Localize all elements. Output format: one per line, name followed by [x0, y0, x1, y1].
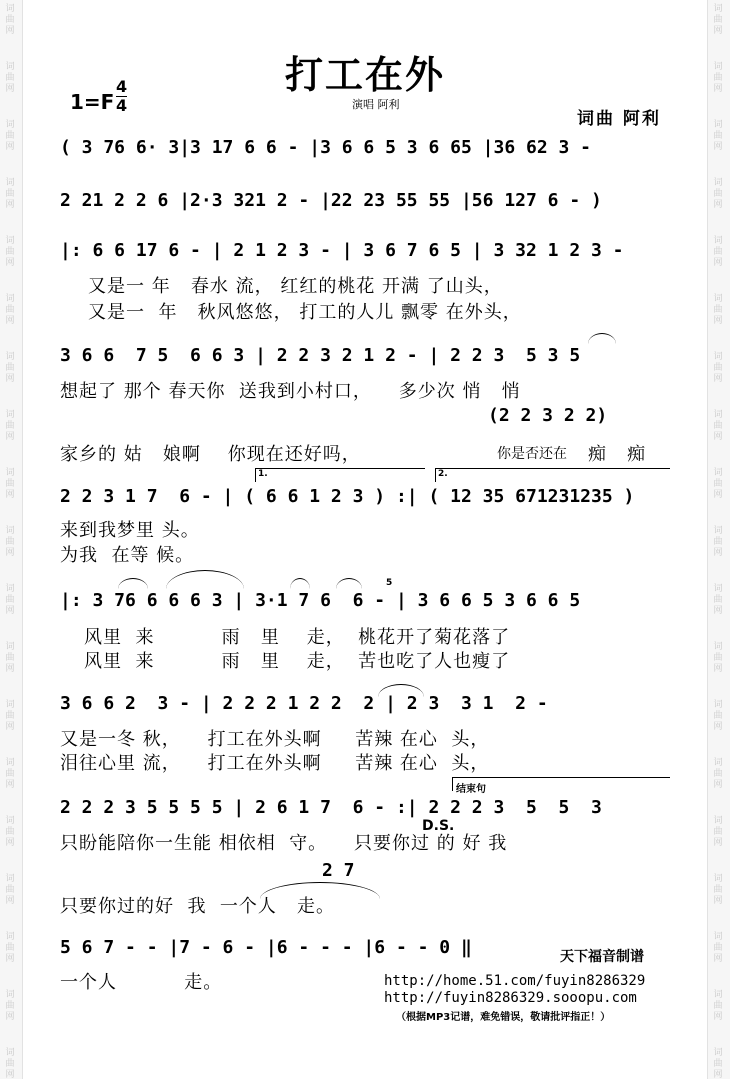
watermark-strip-right — [707, 0, 730, 1079]
notation-line-5: (2 2 3 2 2) — [488, 405, 608, 426]
notation-line-3: |: 6 6 17 6 - | 2 1 2 3 - | 3 6 7 6 5 | 3 32 1 2 3 - — [60, 240, 624, 261]
volta-label-2: 2. — [438, 469, 448, 479]
watermark-glyph: 词 — [713, 526, 723, 536]
watermark-glyph: 网 — [5, 954, 15, 964]
watermark-glyph: 词 — [5, 700, 15, 710]
watermark-glyph: 词 — [5, 468, 15, 478]
watermark-glyph: 网 — [5, 432, 15, 442]
watermark-glyph: 网 — [713, 722, 723, 732]
watermark-glyph: 曲 — [5, 247, 15, 257]
lyric-line-5-small: 你是否还在 — [497, 446, 567, 462]
watermark-glyph: 网 — [713, 258, 723, 268]
watermark-glyph: 曲 — [713, 131, 723, 141]
ending-bracket — [452, 777, 670, 778]
watermark-glyph: 网 — [713, 490, 723, 500]
watermark-glyph: 网 — [5, 838, 15, 848]
ending-bracket-edge — [452, 777, 453, 791]
watermark-glyph: 词 — [713, 1048, 723, 1058]
watermark-glyph: 网 — [5, 548, 15, 558]
watermark-glyph: 网 — [713, 432, 723, 442]
watermark-glyph: 词 — [713, 700, 723, 710]
volta-bracket-1-edge — [255, 468, 256, 482]
ending-label: 结束句 — [456, 784, 486, 795]
watermark-glyph: 词 — [5, 294, 15, 304]
time-signature-bottom: 4 — [116, 96, 128, 115]
watermark-glyph: 曲 — [713, 305, 723, 315]
watermark-glyph: 曲 — [5, 305, 15, 315]
watermark-glyph: 词 — [5, 1048, 15, 1058]
watermark-glyph: 曲 — [713, 769, 723, 779]
watermark-glyph: 词 — [713, 120, 723, 130]
watermark-glyph: 网 — [713, 896, 723, 906]
watermark-glyph: 词 — [713, 62, 723, 72]
watermark-glyph: 词 — [713, 294, 723, 304]
watermark-glyph: 网 — [713, 664, 723, 674]
notation-line-6: 2 2 3 1 7 6 - | ( 6 6 1 2 3 ) :| ( 12 35 671231235 ) — [60, 486, 635, 507]
notation-line-10: 2 7 — [322, 860, 355, 881]
watermark-glyph: 曲 — [5, 711, 15, 721]
producer-stamp: 天下福音制谱 — [560, 949, 644, 965]
notation-line-11: 5 6 7 - - |7 - 6 - |6 - - - |6 - - 0 ‖ — [60, 937, 472, 958]
watermark-glyph: 词 — [5, 236, 15, 246]
notation-line-8: 3 6 6 2 3 - | 2 2 2 1 2 2 2 | 2 3 3 1 2 - — [60, 693, 548, 714]
watermark-glyph: 曲 — [713, 15, 723, 25]
composer-credit: 词曲 阿利 — [577, 109, 661, 129]
watermark-glyph: 曲 — [713, 73, 723, 83]
watermark-glyph: 曲 — [5, 363, 15, 373]
lyric-line-5: 家乡的 姑 娘啊 你现在还好吗， — [60, 444, 361, 465]
lyric-line-8b: 泪往心里 流， 打工在外头啊 苦辣 在心 头， — [60, 753, 490, 774]
watermark-glyph: 网 — [5, 1012, 15, 1022]
source-url-2[interactable]: http://fuyin8286329.sooopu.com — [384, 990, 637, 1006]
watermark-glyph: 词 — [5, 642, 15, 652]
notation-line-2: 2 21 2 2 6 |2·3 321 2 - |22 23 55 55 |56 127 6 - ) — [60, 190, 602, 211]
slur-mark — [166, 570, 244, 589]
watermark-strip-left — [0, 0, 23, 1079]
watermark-glyph: 网 — [713, 1012, 723, 1022]
lyric-line-8a: 又是一冬 秋， 打工在外头啊 苦辣 在心 头， — [60, 729, 490, 750]
lyric-line-7a: 风里 来 雨 里 走， 桃花开了菊花落了 — [84, 627, 511, 648]
lyric-line-4: 想起了 那个 春天你 送我到小村口， 多少次 悄 悄 — [60, 381, 521, 402]
watermark-glyph: 词 — [5, 932, 15, 942]
watermark-glyph: 网 — [5, 664, 15, 674]
watermark-glyph: 词 — [5, 758, 15, 768]
watermark-glyph: 词 — [713, 874, 723, 884]
watermark-glyph: 曲 — [713, 653, 723, 663]
watermark-glyph: 网 — [713, 316, 723, 326]
notation-line-9: 2 2 2 3 5 5 5 5 | 2 6 1 7 6 - :| 2 2 2 3 5 5 3 — [60, 797, 602, 818]
watermark-glyph: 网 — [5, 142, 15, 152]
watermark-glyph: 网 — [5, 26, 15, 36]
watermark-glyph: 词 — [5, 410, 15, 420]
watermark-glyph: 曲 — [713, 537, 723, 547]
source-url-1[interactable]: http://home.51.com/fuyin8286329 — [384, 973, 646, 989]
watermark-glyph: 词 — [5, 62, 15, 72]
disclaimer-note: （根据MP3记谱，难免错误，敬请批评指正！） — [396, 1012, 611, 1023]
watermark-glyph: 词 — [713, 468, 723, 478]
watermark-glyph: 网 — [713, 200, 723, 210]
watermark-glyph: 词 — [713, 236, 723, 246]
song-title: 打工在外 — [284, 53, 445, 97]
watermark-glyph: 网 — [5, 84, 15, 94]
lyric-line-10: 只要你过的好 我 一个人 走。 — [60, 896, 336, 917]
watermark-glyph: 网 — [5, 258, 15, 268]
watermark-glyph: 曲 — [5, 1059, 15, 1069]
watermark-glyph: 网 — [713, 84, 723, 94]
watermark-glyph: 曲 — [713, 827, 723, 837]
watermark-glyph: 曲 — [5, 15, 15, 25]
watermark-glyph: 词 — [5, 990, 15, 1000]
watermark-glyph: 词 — [713, 352, 723, 362]
watermark-glyph: 网 — [713, 838, 723, 848]
watermark-glyph: 词 — [713, 932, 723, 942]
lyric-line-11: 一个人 走。 — [60, 972, 223, 993]
watermark-glyph: 词 — [5, 526, 15, 536]
watermark-glyph: 网 — [5, 722, 15, 732]
watermark-glyph: 网 — [5, 316, 15, 326]
watermark-glyph: 曲 — [5, 885, 15, 895]
watermark-glyph: 曲 — [713, 943, 723, 953]
watermark-glyph: 曲 — [713, 885, 723, 895]
watermark-glyph: 曲 — [5, 1001, 15, 1011]
time-signature — [116, 78, 127, 115]
watermark-glyph: 网 — [713, 142, 723, 152]
lyric-line-3a: 又是一 年 春水 流， 红红的桃花 开满 了山头， — [88, 276, 503, 297]
watermark-glyph: 曲 — [713, 421, 723, 431]
watermark-glyph: 网 — [713, 780, 723, 790]
watermark-glyph: 曲 — [713, 1001, 723, 1011]
watermark-glyph: 词 — [713, 990, 723, 1000]
volta-bracket-1 — [255, 468, 425, 469]
watermark-glyph: 曲 — [5, 827, 15, 837]
volta-bracket-2 — [435, 468, 670, 469]
watermark-glyph: 词 — [5, 584, 15, 594]
lyric-line-7b: 风里 来 雨 里 走， 苦也吃了人也瘦了 — [84, 651, 511, 672]
watermark-glyph: 曲 — [713, 247, 723, 257]
watermark-glyph: 网 — [5, 780, 15, 790]
grace-note: 5 — [386, 578, 393, 588]
watermark-glyph: 曲 — [5, 943, 15, 953]
slur-mark — [290, 578, 310, 589]
volta-label-1: 1. — [258, 469, 268, 479]
notation-line-1: ( 3 76 6· 3|3 17 6 6 - |3 6 6 5 3 6 65 |36 62 3 - — [60, 137, 592, 158]
watermark-glyph: 网 — [5, 606, 15, 616]
watermark-glyph: 词 — [713, 758, 723, 768]
lyric-line-6b: 为我 在等 候。 — [60, 545, 195, 566]
watermark-glyph: 曲 — [713, 363, 723, 373]
watermark-glyph: 曲 — [713, 1059, 723, 1069]
watermark-glyph: 曲 — [713, 711, 723, 721]
notation-line-7: |: 3 76 6 6 6 3 | 3·1 7 6 6 - | 3 6 6 5 3 6 6 5 — [60, 590, 581, 611]
slur-mark — [118, 578, 148, 589]
singer-credit: 演唱 阿利 — [352, 98, 400, 111]
lyric-line-3b: 又是一 年 秋风悠悠， 打工的人儿 飘零 在外头， — [88, 302, 522, 323]
watermark-glyph: 网 — [713, 26, 723, 36]
watermark-glyph: 曲 — [5, 73, 15, 83]
lyric-line-5-tail: 痴 痴 — [588, 444, 647, 465]
watermark-glyph: 词 — [5, 4, 15, 14]
watermark-glyph: 网 — [713, 548, 723, 558]
watermark-glyph: 网 — [5, 1070, 15, 1079]
watermark-glyph: 网 — [5, 200, 15, 210]
watermark-glyph: 曲 — [713, 479, 723, 489]
watermark-glyph: 曲 — [5, 479, 15, 489]
watermark-glyph: 词 — [5, 178, 15, 188]
watermark-glyph: 词 — [713, 642, 723, 652]
watermark-glyph: 词 — [713, 178, 723, 188]
watermark-glyph: 网 — [5, 490, 15, 500]
watermark-glyph: 曲 — [5, 189, 15, 199]
key-signature: 1=F — [70, 90, 115, 114]
watermark-glyph: 曲 — [713, 595, 723, 605]
watermark-glyph: 词 — [713, 816, 723, 826]
watermark-glyph: 词 — [713, 4, 723, 14]
watermark-glyph: 曲 — [5, 131, 15, 141]
slur-mark — [588, 333, 616, 344]
notation-line-4: 3 6 6 7 5 6 6 3 | 2 2 3 2 1 2 - | 2 2 3 5 3 5 — [60, 345, 581, 366]
watermark-glyph: 曲 — [5, 421, 15, 431]
watermark-glyph: 词 — [5, 816, 15, 826]
slur-mark — [336, 578, 362, 589]
watermark-glyph: 网 — [713, 954, 723, 964]
time-signature-top: 4 — [116, 77, 128, 96]
watermark-glyph: 词 — [5, 120, 15, 130]
volta-bracket-2-edge — [435, 468, 436, 482]
watermark-glyph: 曲 — [5, 537, 15, 547]
watermark-glyph: 网 — [713, 374, 723, 384]
watermark-glyph: 词 — [713, 584, 723, 594]
watermark-glyph: 曲 — [5, 769, 15, 779]
lyric-line-9: 只盼能陪你一生能 相依相 守。 只要你过 的 好 我 — [60, 833, 508, 854]
watermark-glyph: 曲 — [5, 595, 15, 605]
watermark-glyph: 网 — [713, 606, 723, 616]
watermark-glyph: 词 — [5, 874, 15, 884]
lyric-line-6a: 来到我梦里 头。 — [60, 520, 200, 541]
dal-segno-mark: D.S. — [422, 818, 455, 834]
watermark-glyph: 词 — [5, 352, 15, 362]
watermark-glyph: 网 — [5, 374, 15, 384]
watermark-glyph: 曲 — [713, 189, 723, 199]
watermark-glyph: 网 — [5, 896, 15, 906]
watermark-glyph: 词 — [713, 410, 723, 420]
watermark-glyph: 网 — [713, 1070, 723, 1079]
watermark-glyph: 曲 — [5, 653, 15, 663]
